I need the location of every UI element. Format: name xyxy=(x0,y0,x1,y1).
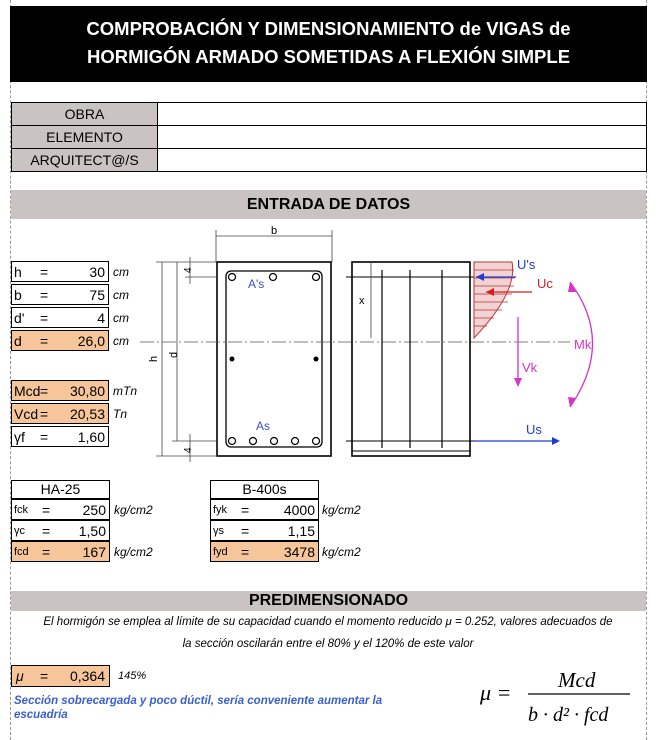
title-line-1: COMPROBACIÓN Y DIMENSIONAMIENTO de VIGAS de xyxy=(86,18,571,39)
param-eq: = xyxy=(40,382,49,399)
param-unit: Tn xyxy=(113,407,128,421)
concrete-gammac xyxy=(11,520,110,541)
arrow-head xyxy=(552,437,560,445)
param-symbol: h xyxy=(14,263,22,280)
steel-fyd-value: 3478 xyxy=(283,543,315,560)
arquitectos-field[interactable] xyxy=(158,149,647,172)
formula-lhs: μ = xyxy=(480,680,512,705)
rebar xyxy=(292,438,299,445)
mat-symbol: fcd xyxy=(14,545,29,558)
arrow-head xyxy=(514,378,522,387)
obra-field[interactable] xyxy=(158,103,647,126)
concrete-fcd xyxy=(11,541,110,562)
param-d xyxy=(11,330,109,351)
rebar xyxy=(314,357,319,362)
info-row-obra xyxy=(12,103,647,126)
stress-block xyxy=(474,262,513,338)
concrete-fcd-value: 167 xyxy=(82,543,106,560)
rebar xyxy=(229,438,236,445)
mu-eq: = xyxy=(40,668,49,684)
param-dprime xyxy=(11,307,109,328)
mu-symbol: μ xyxy=(16,668,24,684)
mu-formula xyxy=(470,655,650,735)
page-title xyxy=(10,6,647,82)
param-vcd xyxy=(11,403,109,424)
elemento-field[interactable] xyxy=(158,126,647,149)
param-eq: = xyxy=(40,332,49,349)
steel-fyk-value: 4000 xyxy=(283,501,315,518)
param-symbol: d xyxy=(14,332,22,349)
mk-label: Mk xyxy=(574,337,592,352)
param-eq: = xyxy=(40,263,49,280)
dim-label-d: d xyxy=(168,351,180,358)
mat-unit: kg/cm2 xyxy=(322,503,361,517)
top-bars xyxy=(229,274,320,281)
param-eq: = xyxy=(40,286,49,303)
concrete-type[interactable]: HA-25 xyxy=(11,480,110,499)
param-eq: = xyxy=(40,309,49,326)
rebar xyxy=(250,438,257,445)
warning-message: Sección sobrecargada y poco dúctil, sería conveniente aumentar la escuadría xyxy=(14,695,383,721)
predim-heading: PREDIMENSIONADO xyxy=(11,591,646,611)
param-symbol: d' xyxy=(14,309,25,326)
beam-section-diagram xyxy=(140,222,620,467)
concrete-fck-value: 250 xyxy=(82,501,106,518)
predim-text-1: El hormigón se emplea al límite de su capacidad cuando el momento reducido μ = 0.252, valores adecuados de xyxy=(43,616,613,628)
param-symbol: Vcd xyxy=(14,405,39,422)
param-dprime-input[interactable]: 4 xyxy=(97,309,105,326)
info-label: ARQUITECT@/S xyxy=(12,149,158,172)
steel-fyd xyxy=(210,541,319,562)
param-d-value: 26,0 xyxy=(77,332,105,349)
steel-gammas xyxy=(210,520,319,541)
entrada-heading: ENTRADA DE DATOS xyxy=(11,190,646,219)
mat-eq: = xyxy=(42,543,51,560)
us-top-label: U's xyxy=(517,257,536,272)
concrete-fck xyxy=(11,499,110,520)
param-b xyxy=(11,284,109,305)
mu-result xyxy=(11,665,110,687)
uc-label: Uc xyxy=(537,276,553,291)
mat-symbol: fyk xyxy=(213,503,228,516)
mat-unit: kg/cm2 xyxy=(114,503,153,517)
mat-symbol: γc xyxy=(14,524,25,537)
rebar xyxy=(230,357,235,362)
param-h xyxy=(11,261,109,282)
vk-label: Vk xyxy=(522,360,538,375)
param-eq: = xyxy=(40,405,49,422)
steel-fyk xyxy=(210,499,319,520)
dim-label-h: h xyxy=(148,355,160,362)
param-mcd xyxy=(11,380,109,401)
mat-symbol: γs xyxy=(213,524,224,537)
formula-denominator: b · d² · fcd xyxy=(528,704,609,726)
mat-symbol: fck xyxy=(14,503,29,516)
mat-symbol: fyd xyxy=(213,545,228,558)
predim-text-2: la sección oscilarán entre el 80% y el 120% de este valor xyxy=(182,638,474,650)
elevation-outline xyxy=(352,262,470,456)
param-b-input[interactable]: 75 xyxy=(89,286,105,303)
mat-unit: kg/cm2 xyxy=(114,545,153,559)
project-info-table xyxy=(11,102,647,172)
steel-type[interactable]: B-400s xyxy=(210,480,319,499)
param-h-input[interactable]: 30 xyxy=(89,263,105,280)
param-symbol: Mcd xyxy=(14,382,41,399)
info-label: ELEMENTO xyxy=(12,126,158,149)
info-row-elemento xyxy=(12,126,647,149)
rebar xyxy=(229,274,236,281)
mu-value: 0,364 xyxy=(69,668,105,684)
steel-gammas-input[interactable]: 1,15 xyxy=(287,522,315,539)
mat-eq: = xyxy=(241,543,250,560)
as-bot-label: As xyxy=(256,419,271,433)
mu-percentage: 145% xyxy=(118,670,147,682)
arrow-head xyxy=(568,282,576,292)
param-unit: mTn xyxy=(113,384,137,398)
dim-label-b: b xyxy=(271,225,278,237)
param-gammaf xyxy=(11,426,109,447)
param-symbol: γf xyxy=(14,428,25,445)
param-unit: cm xyxy=(113,288,129,302)
dim-label-4: 4 xyxy=(183,447,194,453)
dim-label-4: 4 xyxy=(183,267,194,273)
param-eq: = xyxy=(40,428,49,445)
us-bot-label: Us xyxy=(526,422,542,437)
mat-eq: = xyxy=(42,501,51,518)
param-unit: cm xyxy=(113,334,129,348)
arrow-head xyxy=(568,397,576,407)
mid-bars xyxy=(230,357,319,362)
title-line-2: HORMIGÓN ARMADO SOMETIDAS A FLEXIÓN SIMPLE xyxy=(86,46,571,67)
rebar xyxy=(270,274,277,281)
bottom-bars xyxy=(229,438,320,445)
stirrup xyxy=(226,271,322,447)
param-gammaf-input[interactable]: 1,60 xyxy=(77,428,105,445)
rebar xyxy=(313,274,320,281)
param-unit: cm xyxy=(113,265,129,279)
mat-eq: = xyxy=(42,522,51,539)
as-top-label: A's xyxy=(248,277,265,291)
mat-unit: kg/cm2 xyxy=(322,545,361,559)
dim-label-x: x xyxy=(359,295,365,307)
info-row-arquitectos xyxy=(12,149,647,172)
info-label: OBRA xyxy=(12,103,158,126)
mat-eq: = xyxy=(241,522,250,539)
rebar xyxy=(271,438,278,445)
mat-eq: = xyxy=(241,501,250,518)
concrete-gammac-input[interactable]: 1,50 xyxy=(78,522,106,539)
formula-numerator: Mcd xyxy=(558,668,596,692)
rebar xyxy=(313,438,320,445)
param-vcd-value: 20,53 xyxy=(69,405,105,422)
param-unit: cm xyxy=(113,311,129,325)
param-symbol: b xyxy=(14,286,22,303)
param-mcd-value: 30,80 xyxy=(69,382,105,399)
